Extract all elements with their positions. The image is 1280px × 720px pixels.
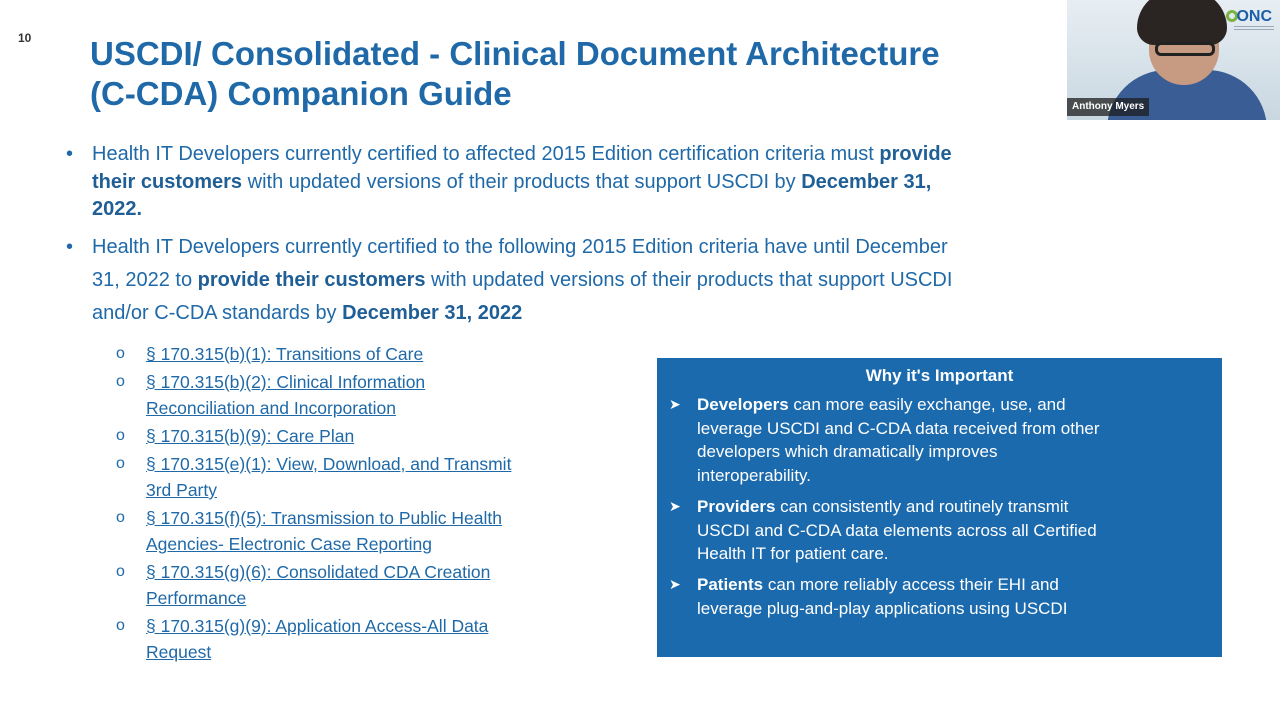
bullet-1-bold-b: December 31, 2022. [92,170,932,220]
criteria-list [116,341,536,667]
slide-title-line-1: USCDI/ Consolidated - Clinical Document Architecture [90,35,940,72]
onc-logo-subtitle [1234,26,1274,32]
why-important-item-patients [669,573,1109,620]
bullet-item-1 [64,141,974,224]
why-important-list [669,393,1109,627]
criteria-link-f5[interactable]: § 170.315(f)(5): Transmission to Public Health Agencies- Electronic Case Reporting [146,507,502,555]
speaker-glasses [1155,42,1215,56]
criteria-item [116,613,536,666]
participant-name-tag: Anthony Myers [1067,98,1149,116]
criteria-link-g9[interactable]: § 170.315(g)(9): Application Access-All Data Request [146,615,489,663]
bullet-2-bold-b: December 31, 2022 [342,301,523,324]
why-important-item-providers [669,495,1109,566]
why-important-text: can consistently and routinely transmit USCDI and C-CDA data elements across all Certified Health IT for patient care. [697,496,1097,564]
slide-number: 10 [18,31,32,45]
why-important-text: can more easily exchange, use, and leverage USCDI and C-CDA data received from other developers which dramatically improves interoperability. [697,395,1100,486]
criteria-item [116,423,536,449]
why-important-item-developers [669,393,1109,488]
speaker-hair [1137,0,1227,45]
main-bullet-list [64,141,974,330]
slide-title [90,34,1060,114]
bullet-2-text-a: Health IT Developers currently certified to the following 2015 Edition criteria have until December 31, 2022 to [92,235,948,291]
bullet-1-bold-a: provide their customers [92,143,952,193]
criteria-link-b2[interactable]: § 170.315(b)(2): Clinical Information Reconciliation and Incorporation [146,371,426,419]
criteria-item [116,451,536,504]
onc-logo-text: ONC [1236,8,1272,25]
bullet-2-bold-a: provide their customers [197,268,426,291]
criteria-link-g6[interactable]: § 170.315(g)(6): Consolidated CDA Creation Performance [146,561,491,609]
why-important-bold: Patients [697,574,764,594]
arrowhead-bullet-icon: ➤ [669,575,681,592]
bullet-1-text-a: Health IT Developers currently certified to affected 2015 Edition certification criteria must [92,143,880,165]
bullet-2-text-b: with updated versions of their products that support USCDI and/or C-CDA standards by [92,268,953,324]
criteria-item [116,341,536,367]
criteria-link-b9[interactable]: § 170.315(b)(9): Care Plan [146,425,355,446]
criteria-item [116,505,536,558]
bullet-item-2 [64,231,974,330]
why-important-text: can more reliably access their EHI and leverage plug-and-play applications using USCDI [697,574,1068,618]
bullet-1-text-b: with updated versions of their products that support USCDI by [242,170,802,193]
slide-title-line-2: (C-CDA) Companion Guide [90,75,512,112]
speaker-video-tile[interactable] [1067,0,1280,120]
criteria-link-e1[interactable]: § 170.315(e)(1): View, Download, and Transmit 3rd Party [146,453,512,500]
why-important-title: Why it's Important [865,366,1014,385]
why-important-bold: Providers [697,496,776,516]
why-important-bold: Developers [697,395,789,414]
criteria-link-b1[interactable]: § 170.315(b)(1): Transitions of Care [146,344,424,364]
criteria-item [116,559,536,612]
why-important-box [657,358,1222,657]
arrowhead-bullet-icon: ➤ [669,396,681,412]
criteria-item [116,369,536,422]
arrowhead-bullet-icon: ➤ [669,497,681,514]
